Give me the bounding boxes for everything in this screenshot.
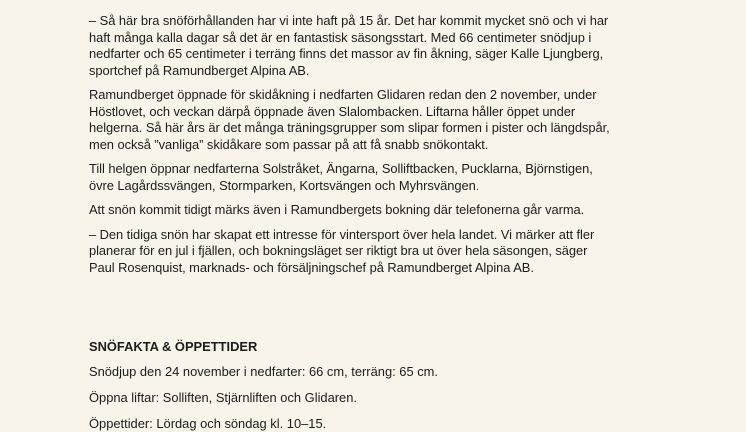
snow-facts-heading: SNÖFAKTA & ÖPPETTIDER [89,339,258,354]
paragraph-weekend-slopes [89,161,689,194]
open-lifts-line: Öppna liftar: Solliften, Stjärnliften och Glidaren. [89,390,357,405]
paragraph-booking: Att snön kommit tidigt märks även i Ramundbergets bokning där telefonerna går varma. [89,202,585,217]
weekend-slopes-text: Till helgen öppnar nedfarterna Solstråket, Ängarna, Solliftbacken, Pucklarna, Björnstigen, övre Lagårdssvängen, Stormparken, Kortsvängen och Myhrsvängen [89,161,593,193]
article-body [89,13,689,284]
paragraph-quote-paul: – Den tidiga snön har skapat ett intresse för vintersport över hela landet. Vi märker att fler planerar för en jul i fjällen, och bokningsläget ser riktigt bra ut över hela säsongen, säger Paul Rosenquist, marknads- och försäljningschef på Ramundberget Alpina AB. [89,226,595,275]
paragraph-quote-kalle: – Så här bra snöförhållanden har vi inte haft på 15 år. Det har kommit mycket snö och vi har haft många kalla dagar så det är en fantastisk säsongsstart. Med 66 centimeter snödjup i nedfarter och 65 centimeter i terräng finns det massor av fin åkning, säger Kalle Ljungberg, sportchef på Ramundberget Alpina AB. [89,13,609,78]
snow-depth-line: Snödjup den 24 november i nedfarter: 66 cm, terräng: 65 cm. [89,364,438,379]
paragraph-season-opening: Ramundberget öppnade för skidåkning i nedfarten Glidaren redan den 2 november, under Höstlovet, och veckan därpå öppnade även Slalombacken. Liftarna håller öppet under helgerna. Så här års är det många träningsgrupper som slipar formen i pister och längdspår, men också ”vanliga” skidåkare som passar på att få snabb snökontakt. [89,87,610,152]
weekend-slopes-end-mark: . [475,177,480,193]
opening-hours-line: Öppettider: Lördag och söndag kl. 10–15. [89,416,327,431]
